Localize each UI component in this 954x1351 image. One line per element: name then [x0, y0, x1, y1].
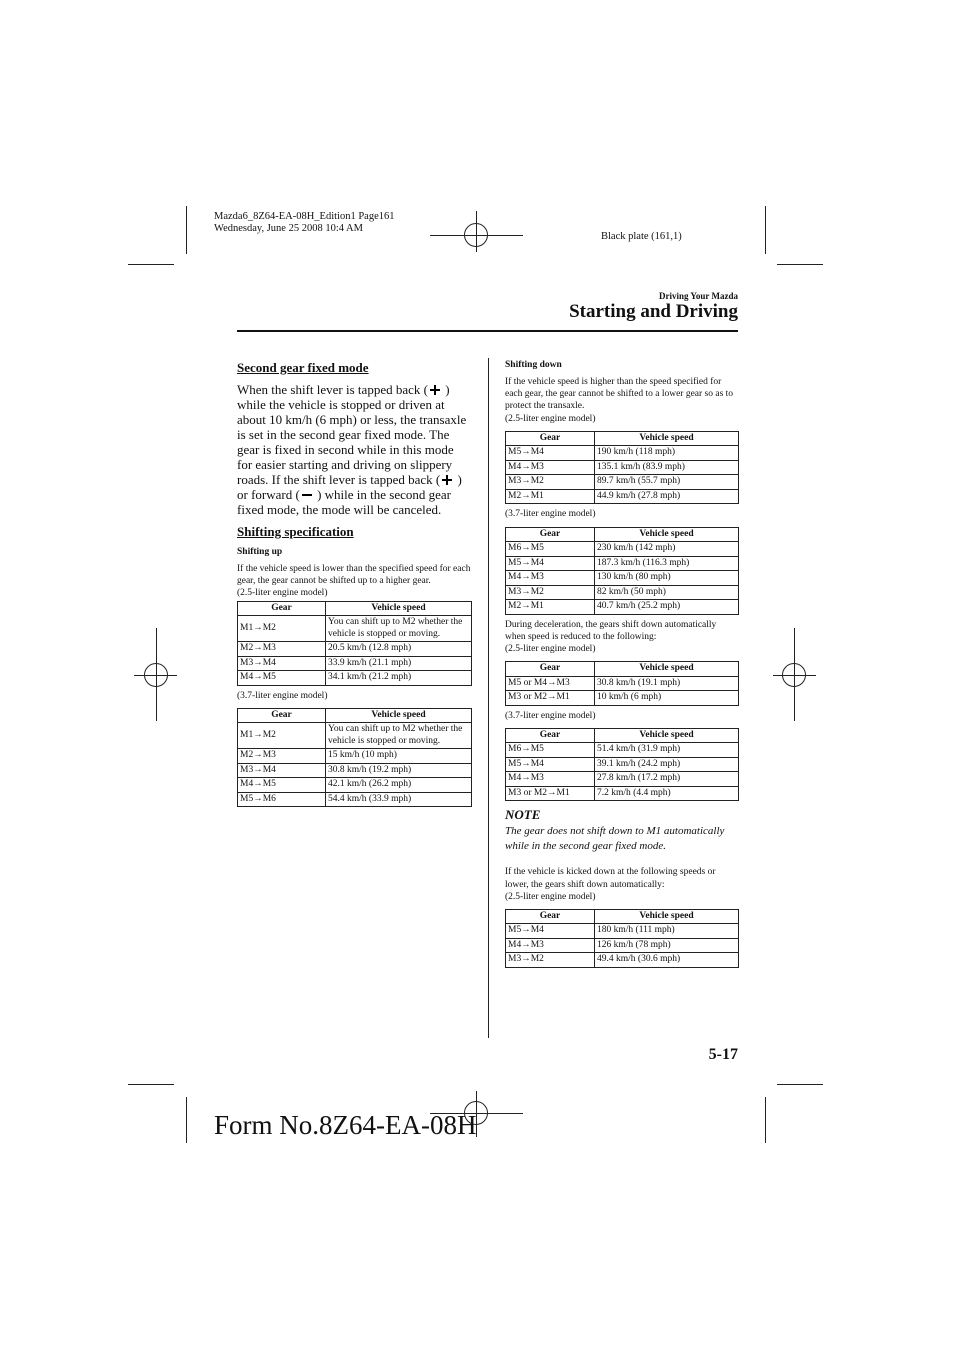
- shifting-down-heading: Shifting down: [505, 360, 562, 370]
- table-caption: (2.5-liter engine model): [505, 643, 596, 654]
- table-row: M1→M2 You can shift up to M2 whether the vehicle is stopped or moving.: [238, 616, 472, 642]
- note-heading: NOTE: [505, 807, 541, 823]
- table-caption: (2.5-liter engine model): [505, 891, 596, 902]
- table-row: M2→M3 15 km/h (10 mph): [238, 749, 472, 764]
- table-row: M3→M2 49.4 km/h (30.6 mph): [506, 953, 739, 968]
- table-row: M4→M3 27.8 km/h (17.2 mph): [506, 772, 739, 787]
- col-speed: Vehicle speed: [326, 601, 472, 616]
- header-rule: [237, 330, 738, 332]
- col-speed: Vehicle speed: [595, 728, 739, 743]
- col-speed: Vehicle speed: [595, 662, 739, 677]
- text-part: When the shift lever is tapped back (: [237, 382, 428, 397]
- table-caption: (2.5-liter engine model): [505, 413, 596, 424]
- table-row: M4→M3 130 km/h (80 mph): [506, 571, 739, 586]
- plate-info: Black plate (161,1): [601, 231, 682, 242]
- plus-icon: [440, 474, 454, 486]
- shifting-spec-heading: Shifting specification: [237, 524, 354, 539]
- col-gear: Gear: [506, 527, 595, 542]
- table-row: M2→M1 44.9 km/h (27.8 mph): [506, 489, 739, 504]
- table-row: M6→M5 230 km/h (142 mph): [506, 542, 739, 557]
- col-gear: Gear: [506, 662, 595, 677]
- col-gear: Gear: [506, 431, 595, 446]
- print-info: [214, 211, 395, 235]
- decel-37-table: [505, 728, 739, 802]
- left-column: [237, 360, 471, 807]
- table-row: M5→M4 187.3 km/h (116.3 mph): [506, 556, 739, 571]
- plus-icon: [428, 384, 442, 396]
- col-gear: Gear: [238, 601, 326, 616]
- decel-25-table: [505, 661, 739, 706]
- minus-icon: [300, 489, 314, 501]
- table-row: M3→M4 30.8 km/h (19.2 mph): [238, 763, 472, 778]
- col-speed: Vehicle speed: [595, 909, 739, 924]
- right-column: [505, 360, 738, 968]
- text-part: ) while in the second gear fixed mode, the mode will be canceled.: [237, 487, 451, 517]
- file-line: Mazda6_8Z64-EA-08H_Edition1 Page161: [214, 211, 395, 222]
- table-row: M3→M2 89.7 km/h (55.7 mph): [506, 475, 739, 490]
- shift-up-37-table: [237, 708, 472, 808]
- second-gear-heading: Second gear fixed mode: [237, 360, 369, 375]
- table-row: M5→M4 190 km/h (118 mph): [506, 446, 739, 461]
- col-gear: Gear: [506, 909, 595, 924]
- table-row: M6→M5 51.4 km/h (31.9 mph): [506, 743, 739, 758]
- table-row: M5→M6 54.4 km/h (33.9 mph): [238, 792, 472, 807]
- table-row: M4→M5 42.1 km/h (26.2 mph): [238, 778, 472, 793]
- page-number: 5-17: [708, 1046, 738, 1063]
- form-number: Form No.8Z64-EA-08H: [214, 1110, 477, 1140]
- text-part: ) or forward (: [237, 472, 462, 502]
- table-row: M2→M1 40.7 km/h (25.2 mph): [506, 600, 739, 615]
- column-divider: [488, 358, 489, 1038]
- table-row: M4→M3 126 km/h (78 mph): [506, 938, 739, 953]
- shifting-up-heading: Shifting up: [237, 547, 283, 557]
- table-row: M5→M4 180 km/h (111 mph): [506, 924, 739, 939]
- shift-down-25-table: [505, 431, 739, 505]
- table-caption: (3.7-liter engine model): [237, 690, 328, 701]
- second-gear-paragraph: [237, 382, 471, 517]
- kickdown-25-table: [505, 909, 739, 968]
- kickdown-text: If the vehicle is kicked down at the following speeds or lower, the gears shift down automatically:: [505, 867, 716, 890]
- chapter-title: Starting and Driving: [569, 301, 738, 322]
- table-row: M5 or M4→M3 30.8 km/h (19.1 mph): [506, 676, 739, 691]
- note-text: The gear does not shift down to M1 automatically while in the second gear fixed mode.: [505, 825, 725, 853]
- col-gear: Gear: [506, 728, 595, 743]
- table-row: M3 or M2→M1 7.2 km/h (4.4 mph): [506, 786, 739, 801]
- table-row: M1→M2 You can shift up to M2 whether the vehicle is stopped or moving.: [238, 723, 472, 749]
- table-caption: (3.7-liter engine model): [505, 509, 596, 520]
- table-row: M5→M4 39.1 km/h (24.2 mph): [506, 757, 739, 772]
- table-row: M4→M5 34.1 km/h (21.2 mph): [238, 671, 472, 686]
- col-gear: Gear: [238, 708, 326, 723]
- date-line: Wednesday, June 25 2008 10:4 AM: [214, 223, 363, 234]
- shift-down-37-table: [505, 527, 739, 615]
- text-part: ) while the vehicle is stopped or driven at about 10 km/h (6 mph) or less, the transaxle is set in the second gear fixed mode. The gear is fixed in second while in this mode for easier starting and driving on slippery roads. If the shift lever is tapped back (: [237, 382, 467, 487]
- section-label: Driving Your Mazda: [658, 291, 738, 301]
- col-speed: Vehicle speed: [326, 708, 472, 723]
- table-row: M3 or M2→M1 10 km/h (6 mph): [506, 691, 739, 706]
- deceleration-text: During deceleration, the gears shift down automatically when speed is reduced to the following:: [505, 619, 717, 642]
- col-speed: Vehicle speed: [595, 527, 739, 542]
- table-caption: (2.5-liter engine model): [237, 588, 328, 599]
- shifting-up-text: If the vehicle speed is lower than the specified speed for each gear, the gear cannot be shifted up to a higher gear.: [237, 564, 471, 587]
- table-row: M3→M2 82 km/h (50 mph): [506, 585, 739, 600]
- shift-up-25-table: [237, 601, 472, 686]
- shifting-down-text: If the vehicle speed is higher than the speed specified for each gear, the gear cannot be shifted to a lower gear so as to protect the transaxle.: [505, 377, 734, 412]
- table-row: M2→M3 20.5 km/h (12.8 mph): [238, 642, 472, 657]
- table-row: M3→M4 33.9 km/h (21.1 mph): [238, 656, 472, 671]
- table-caption: (3.7-liter engine model): [505, 710, 596, 721]
- table-row: M4→M3 135.1 km/h (83.9 mph): [506, 460, 739, 475]
- col-speed: Vehicle speed: [595, 431, 739, 446]
